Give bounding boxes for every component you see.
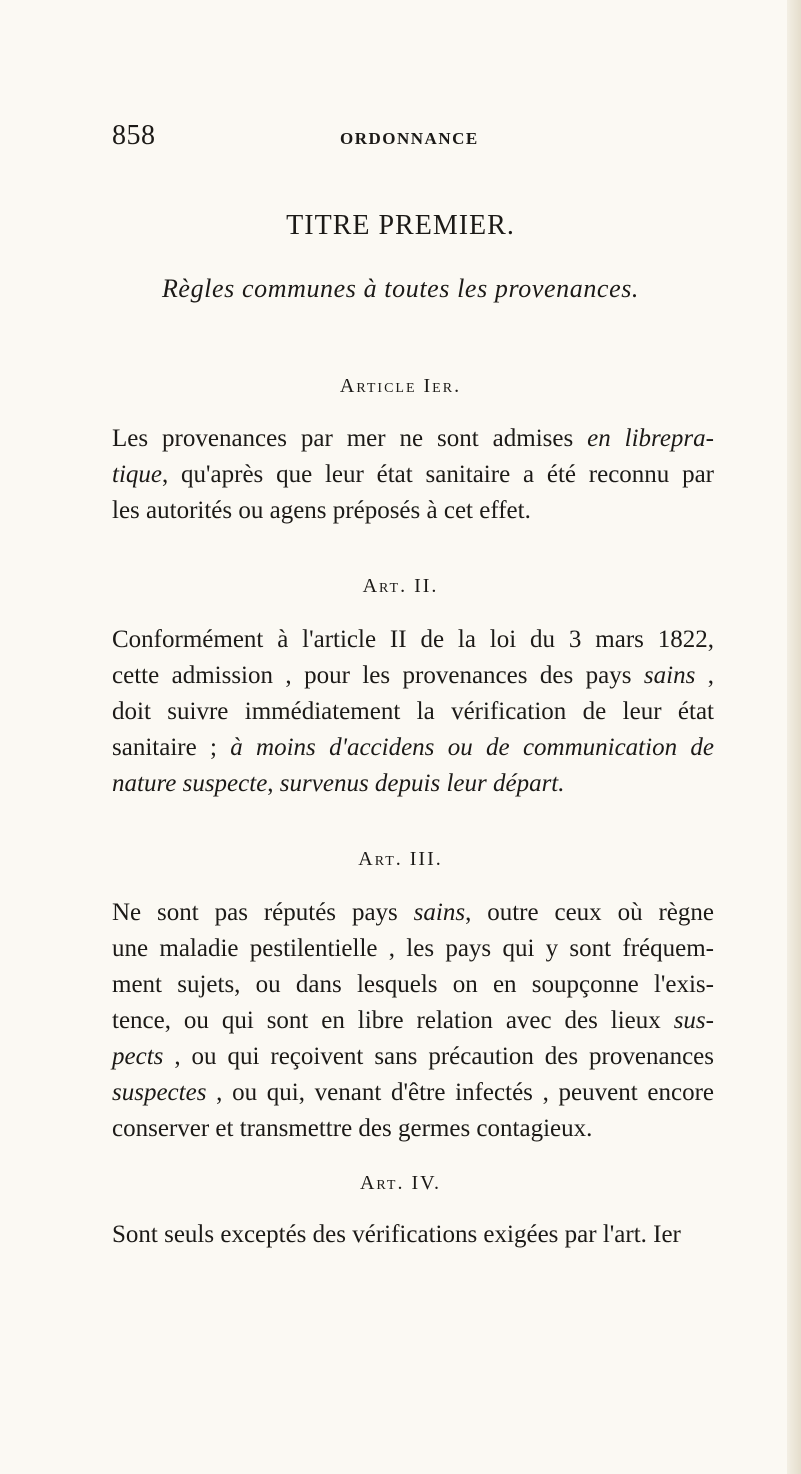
article-4-text (112, 1217, 714, 1253)
section-subtitle: Règles communes à toutes les provenances. (161, 274, 640, 303)
page-header (112, 120, 672, 160)
text-line: Sont seuls exceptés des vérifications exigées par l'art. Ier (112, 1221, 681, 1248)
text-line: Conformément à l'article II de la loi du 3 mars 1822, (112, 626, 714, 653)
text-line: ment sujets, ou dans lesquels on en soupçonne l'exis- (112, 971, 714, 998)
text-line: pects , ou qui reçoivent sans précaution des provenances (112, 1043, 714, 1070)
text-line: tence, ou qui sont en libre relation avec des lieux sus- (112, 1007, 714, 1034)
running-head: ORDONNANCE (340, 129, 479, 148)
article-2-heading: Art. II. (362, 575, 439, 597)
text-line: doit suivre immédiatement la vérification de leur état (112, 698, 714, 725)
article-3-heading: Art. III. (358, 848, 443, 870)
article-4-heading: Art. IV. (359, 1172, 442, 1194)
page-number: 858 (112, 120, 156, 151)
text-line: Les provenances par mer ne sont admises en librepra- (112, 425, 714, 452)
text-line: cette admission , pour les provenances des pays sains , (112, 662, 715, 689)
text-line: Ne sont pas réputés pays sains, outre ceux où règne (112, 899, 715, 926)
text-line: une maladie pestilentielle , les pays qui y sont fréquem- (112, 935, 714, 962)
text-line: sanitaire ; à moins d'accidens ou de communication de (112, 734, 714, 761)
section-title: TITRE PREMIER. (286, 210, 515, 241)
article-2-text (112, 622, 714, 802)
text-line: conserver et transmettre des germes contagieux. (112, 1115, 593, 1142)
text-line: tique, qu'après que leur état sanitaire a été reconnu par (112, 461, 714, 488)
article-1-text (112, 421, 714, 529)
text-line: les autorités ou agens préposés à cet effet. (112, 497, 531, 524)
text-line: suspectes , ou qui, venant d'être infectés , peuvent encore (112, 1079, 714, 1106)
article-3-text (112, 895, 714, 1147)
article-1-heading: Article Ier. (339, 375, 462, 397)
text-line: nature suspecte, survenus depuis leur départ. (112, 770, 565, 797)
